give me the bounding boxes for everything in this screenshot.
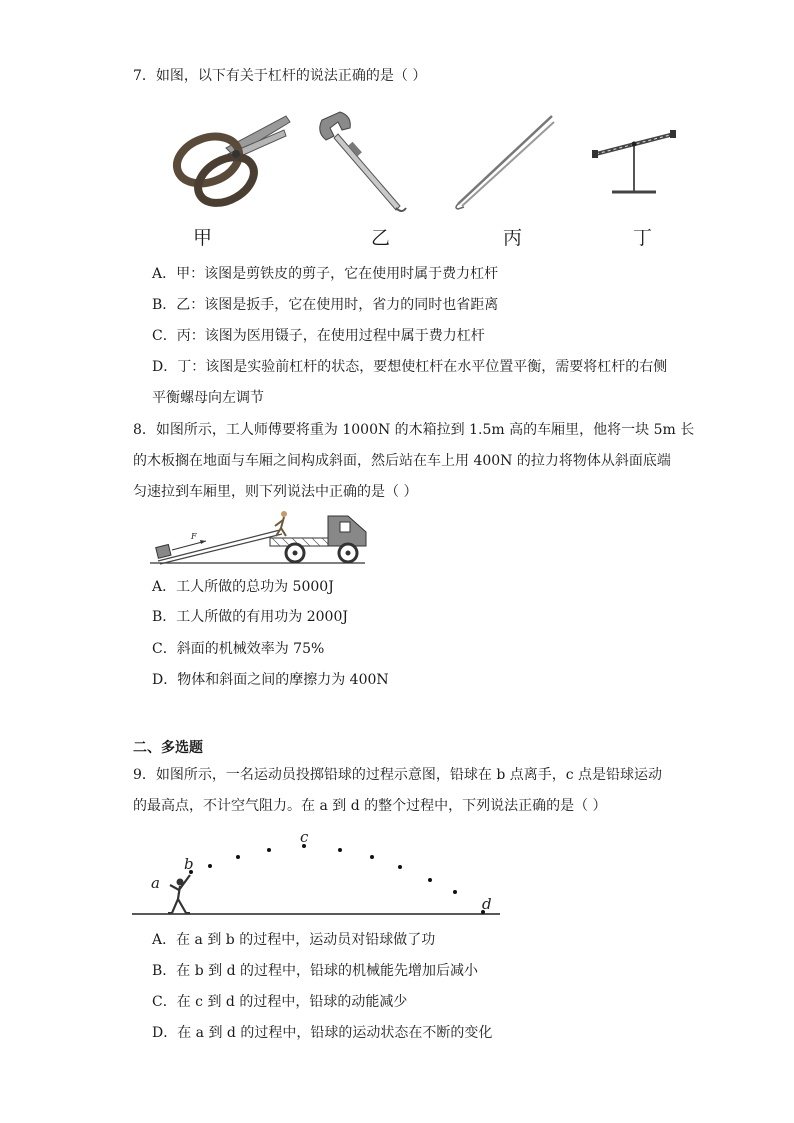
q8-option-b: B．工人所做的有用功为 2000J <box>152 609 348 625</box>
q7-option-a: A．甲：该图是剪铁皮的剪子，它在使用时属于费力杠杆 <box>152 266 499 282</box>
tweezers-image <box>452 114 556 210</box>
point-d-label: d <box>482 895 492 913</box>
q7-option-b: B．乙：该图是扳手，它在使用时，省力的同时也省距离 <box>152 297 499 313</box>
q7-option-c: C．丙：该图为医用镊子，在使用过程中属于费力杠杆 <box>152 328 485 344</box>
lever-stand-image <box>590 122 682 196</box>
q9-option-b: B．在 b 到 d 的过程中，铅球的机械能先增加后减小 <box>152 963 479 979</box>
wrench-image <box>312 110 407 215</box>
point-b-label: b <box>184 855 194 873</box>
label-jia: 甲 <box>193 227 213 249</box>
scissors-image <box>166 108 296 208</box>
q7-option-d: D．丁：该图是实验前杠杆的状态，要想使杠杆在水平位置平衡，需要将杠杆的右侧 <box>152 359 668 375</box>
label-ding: 丁 <box>633 227 653 249</box>
q8-option-a: A．工人所做的总功为 5000J <box>152 579 334 595</box>
q8-option-d: D．物体和斜面之间的摩擦力为 400N <box>152 672 389 688</box>
point-a-label: a <box>151 874 160 892</box>
label-bing: 丙 <box>503 227 523 249</box>
q8-option-c: C．斜面的机械效率为 75% <box>152 641 325 657</box>
q9-option-d: D．在 a 到 d 的过程中，铅球的运动状态在不断的变化 <box>152 1025 493 1041</box>
point-c-label: c <box>300 828 309 846</box>
q9-option-c: C．在 c 到 d 的过程中，铅球的动能减少 <box>152 994 408 1010</box>
q7-option-d-continued: 平衡螺母向左调节 <box>152 390 264 406</box>
label-yi: 乙 <box>371 227 391 249</box>
q9-stem-line-1: 9．如图所示，一名运动员投掷铅球的过程示意图，铅球在 b 点离手，c 点是铅球运动 <box>133 767 663 783</box>
q9-stem-line-2: 的最高点，不计空气阻力。在 a 到 d 的整个过程中，下列说法正确的是（ ） <box>133 798 607 814</box>
force-label: F <box>191 532 197 541</box>
ramp-truck-diagram <box>150 508 372 570</box>
section-title: 二、多选题 <box>133 740 203 756</box>
q8-stem-line-2: 的木板搁在地面与车厢之间构成斜面，然后站在车上用 400N 的拉力将物体从斜面底端 <box>133 453 671 469</box>
shot-put-diagram <box>132 825 502 920</box>
q7-stem: 7．如图，以下有关于杠杆的说法正确的是（ ） <box>133 68 427 84</box>
q8-stem-line-3: 匀速拉到车厢里，则下列说法中正确的是（ ） <box>133 484 418 500</box>
q8-stem-line-1: 8．如图所示，工人师傅要将重为 1000N 的木箱拉到 1.5m 高的车厢里，他将一块 5m 长 <box>133 422 695 438</box>
q9-option-a: A．在 a 到 b 的过程中，运动员对铅球做了功 <box>152 932 436 948</box>
